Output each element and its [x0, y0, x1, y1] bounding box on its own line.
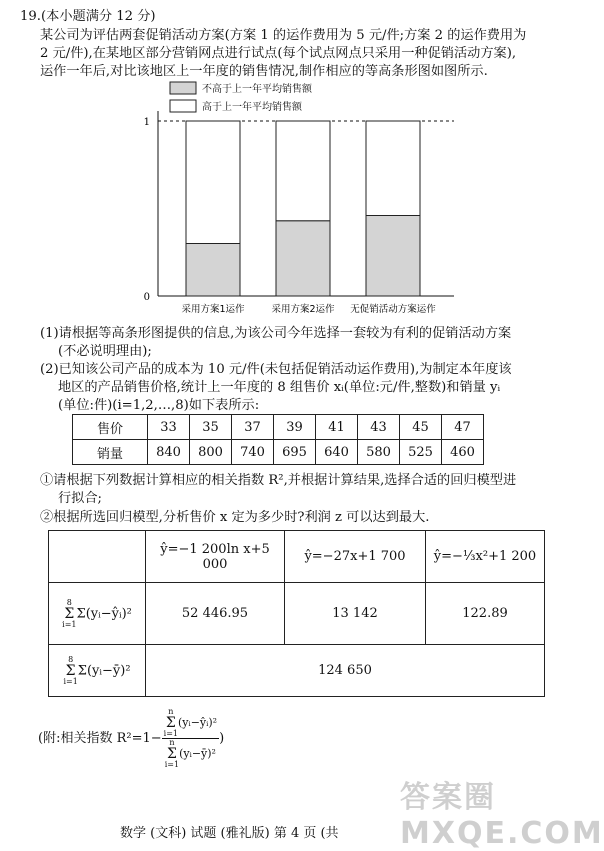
r2-denominator: n Σ i=1(yᵢ−ȳ)²	[164, 738, 216, 769]
price-cell: 41	[316, 415, 358, 440]
sub2-line: ②根据所选回归模型,分析售价 x 定为多少时?利润 z 可以达到最大.	[40, 510, 430, 525]
model-row	[49, 531, 545, 583]
x-tick-label: 无促销活动方案运作	[350, 304, 436, 315]
stacked-bar-chart	[128, 78, 468, 318]
empty-corner-cell	[49, 531, 146, 583]
sigma-symbol: 8 Σ i=1	[62, 597, 77, 629]
q1-line-2: (不必说明理由);	[58, 344, 152, 359]
sales-cell: 525	[400, 440, 442, 465]
bar-low-segment	[276, 221, 330, 296]
price-cell: 33	[148, 415, 190, 440]
sse-row	[49, 583, 545, 645]
intro-line-1: 某公司为评估两套促销活动方案(方案 1 的运作费用为 5 元/件;方案 2 的运作费用为	[40, 28, 527, 43]
chart-x-labels	[181, 303, 436, 315]
legend-swatch	[170, 82, 196, 94]
sse-label-cell	[49, 583, 146, 645]
sigma-symbol: n Σ i=1	[163, 707, 178, 738]
chart-bars	[186, 121, 420, 296]
sales-cell: 840	[148, 440, 190, 465]
x-tick-label: 采用方案2运作	[271, 304, 335, 315]
model-cell: ŷ=−1 200ln x+5 000	[146, 531, 285, 583]
legend-label: 高于上一年平均销售额	[202, 102, 302, 113]
sigma-symbol: n Σ i=1	[164, 738, 180, 769]
y-tick-label-0: 0	[143, 292, 150, 303]
price-cell: 47	[442, 415, 484, 440]
formula-suffix: )	[219, 731, 225, 746]
intro-line-2: 2 元/件),在某地区部分营销网点进行试点(每个试点网点只采用一种促销活动方案),	[40, 46, 517, 61]
sst-label-cell	[49, 645, 146, 697]
q2-line-2: 地区的产品销售价格,统计上一年度的 8 组售价 xᵢ(单位:元/件,整数)和销量 yᵢ	[58, 380, 501, 395]
chart-legend	[170, 82, 313, 113]
sse-label: Σ(yᵢ−ŷᵢ)²	[76, 606, 132, 621]
r2-numerator: n Σ i=1(yᵢ−ŷᵢ)²	[163, 707, 218, 738]
price-cell: 43	[358, 415, 400, 440]
sales-cell: 695	[274, 440, 316, 465]
price-cell: 39	[274, 415, 316, 440]
problem-number: 19.	[20, 9, 41, 24]
sales-cell: 640	[316, 440, 358, 465]
bar-high-segment	[186, 121, 240, 244]
price-cell: 37	[232, 415, 274, 440]
sse-value-cell: 122.89	[426, 583, 545, 645]
price-cell: 45	[400, 415, 442, 440]
y-tick-label-1: 1	[143, 117, 150, 128]
sales-row-label: 销量	[73, 440, 148, 465]
price-row	[73, 415, 484, 440]
legend-label: 不高于上一年平均销售额	[202, 84, 312, 95]
sub1-line-2: 行拟合;	[58, 491, 103, 506]
q1-line-1: (1)请根据等高条形图提供的信息,为该公司今年选择一套较为有利的促销活动方案	[40, 326, 512, 341]
q2-line-1: (2)已知该公司产品的成本为 10 元/件(未包括促销活动运作费用),为制定本年度该	[40, 362, 512, 377]
sst-row	[49, 645, 545, 697]
price-sales-table	[72, 414, 484, 465]
r2-fraction	[162, 708, 219, 769]
sales-row	[73, 440, 484, 465]
problem-header	[20, 8, 156, 26]
sales-cell: 800	[190, 440, 232, 465]
intro-line-3: 运作一年后,对比该地区上一年度的销售情况,制作相应的等高条形图如图所示.	[40, 64, 488, 79]
q2-line-3: (单位:件)(i=1,2,…,8)如下表所示:	[58, 398, 260, 413]
legend-swatch	[170, 100, 196, 112]
sub1-line-1: ①请根据下列数据计算相应的相关指数 R²,并根据计算结果,选择合适的回归模型进	[40, 473, 517, 488]
bar-high-segment	[366, 121, 420, 216]
problem-score: (本小题满分 12 分)	[40, 9, 156, 24]
page-footer: 数学 (文科) 试题 (雅礼版) 第 4 页 (共	[120, 826, 339, 841]
bar-low-segment	[366, 216, 420, 297]
model-cell: ŷ=−⅓x²+1 200	[426, 531, 545, 583]
bar-low-segment	[186, 244, 240, 297]
x-tick-label: 采用方案1运作	[181, 304, 245, 315]
formula-note	[38, 708, 224, 769]
sse-value-cell: 52 446.95	[146, 583, 285, 645]
regression-table	[48, 530, 545, 697]
sales-cell: 740	[232, 440, 274, 465]
sst-label: Σ(yᵢ−ȳ)²	[77, 663, 131, 678]
model-cell: ŷ=−27x+1 700	[285, 531, 426, 583]
sigma-symbol: 8 Σ i=1	[63, 654, 78, 686]
sales-cell: 580	[358, 440, 400, 465]
watermark-logo: 答案圈 MXQE.COM	[400, 780, 604, 851]
sse-value-cell: 13 142	[285, 583, 426, 645]
price-cell: 35	[190, 415, 232, 440]
formula-prefix: (附:相关指数 R²=1−	[38, 731, 162, 746]
price-row-label: 售价	[73, 415, 148, 440]
sales-cell: 460	[442, 440, 484, 465]
sst-value-cell: 124 650	[146, 645, 545, 697]
bar-high-segment	[276, 121, 330, 221]
